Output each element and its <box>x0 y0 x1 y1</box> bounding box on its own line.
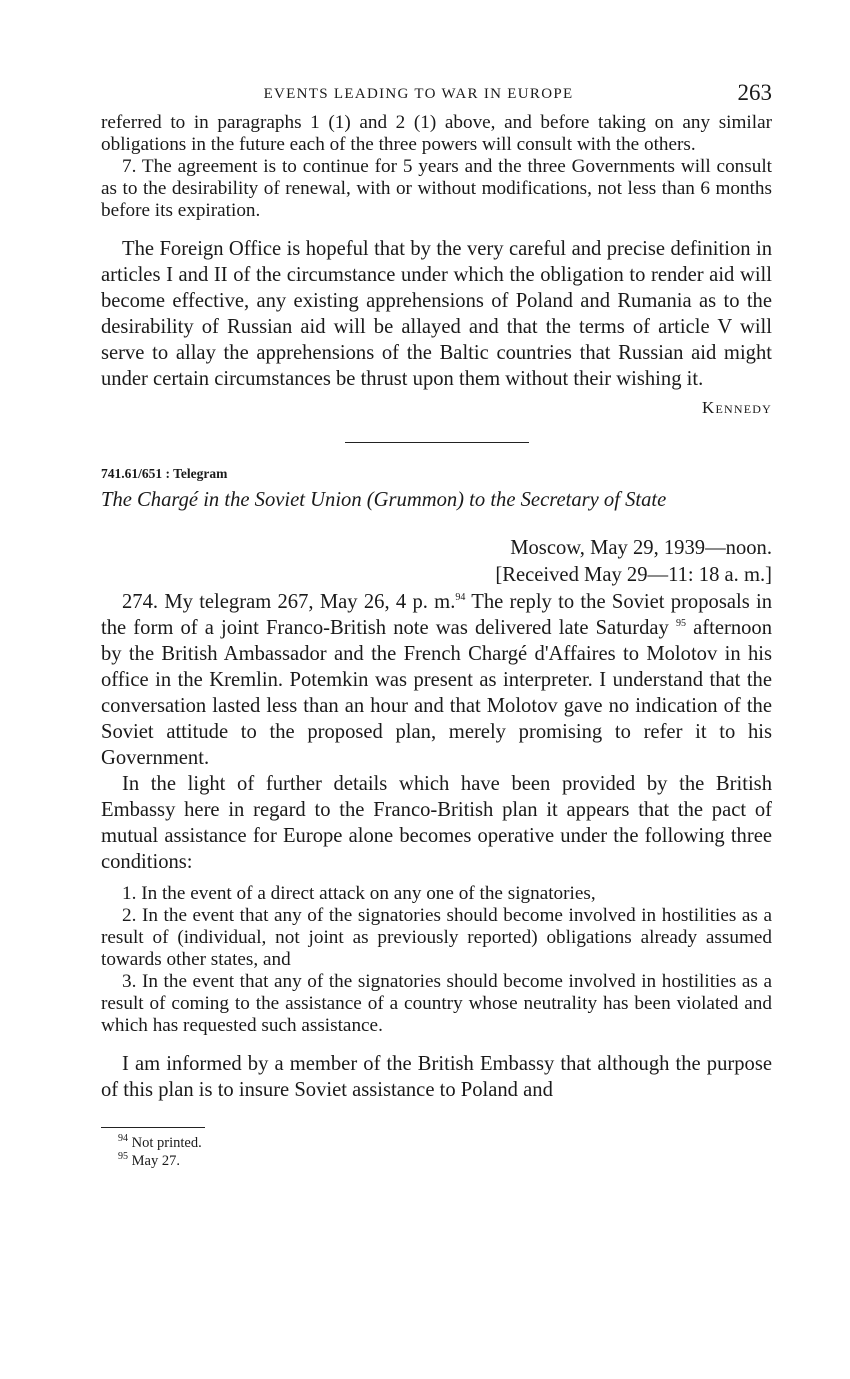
para1-part-b: The reply to the Soviet proposals in the form of a joint Franco-British note was delivered late Saturday <box>101 591 773 639</box>
received-line: [Received May 29—11: 18 a. m.] <box>495 564 772 586</box>
footnote-text: Not printed. <box>131 1135 202 1151</box>
para1-part-c: afternoon by the British Ambassador and the French Chargé d'Affaires to Molotov in his office in the Kremlin. Potemkin was present as interpreter. I understand that the conversation lasted less than an hour and that Molotov gave no indication of the Soviet attitude to the proposed plan, merely promising to refer it to his Government. <box>101 617 773 769</box>
para1-part-a: 274. My telegram 267, May 26, 4 p. m. <box>122 591 456 613</box>
footnote-ref-94: 94 <box>455 592 466 604</box>
signature-kennedy: Kennedy <box>701 398 772 417</box>
footnote-95 <box>118 1152 772 1170</box>
page-number: 263 <box>737 80 772 105</box>
foreign-office-paragraph: The Foreign Office is hopeful that by the very careful and precise definition in articles I and II of the circumstance under which the obligation to render aid will become effective, any existing apprehensions of Poland and Rumania as to the desirability of Russian aid will be allayed and that the terms of article V will serve to allay the apprehensions of the Baltic countries that Russian aid might under certain circumstances be thrust upon them without their wishing it. <box>101 238 772 390</box>
telegram-paragraph-3: I am informed by a member of the British Embassy that although the purpose of this plan is to insure Soviet assistance to Poland and <box>101 1053 772 1101</box>
running-head <box>101 78 772 112</box>
footnote-divider <box>101 1127 205 1128</box>
date-line: Moscow, May 29, 1939—noon. <box>510 537 772 559</box>
section-divider <box>345 442 529 443</box>
footnote-94 <box>118 1134 772 1152</box>
conditions-list <box>101 883 772 1037</box>
document-page <box>101 78 772 1170</box>
running-title: EVENTS LEADING TO WAR IN EUROPE <box>263 86 574 102</box>
telegram-paragraph-1 <box>101 589 772 771</box>
file-reference: 741.61/651 : Telegram <box>101 466 228 481</box>
date-block <box>101 535 772 589</box>
telegram-paragraph-2: In the light of further details which have been provided by the British Embassy here in regard to the Franco-British plan it appears that the pact of mutual assistance for Europe alone becomes operative under the following three conditions: <box>101 773 772 873</box>
footnote-ref-95: 95 <box>675 618 686 630</box>
continuation-text: referred to in paragraphs 1 (1) and 2 (1) above, and before taking on any similar obligations in the future each of the three powers will consult with the others. <box>101 112 772 155</box>
footnote-text: May 27. <box>131 1153 180 1169</box>
footnotes <box>101 1134 772 1170</box>
footnote-mark: 94 <box>118 1133 128 1145</box>
condition-item: 1. In the event of a direct attack on any one of the signatories, <box>122 883 596 904</box>
condition-item: 2. In the event that any of the signatories should become involved in hostilities as a result of (individual, not joint as previously reported) obligations already assumed towards other states, and <box>101 905 772 970</box>
footnote-mark: 95 <box>118 1151 128 1163</box>
condition-item: 3. In the event that any of the signatories should become involved in hostilities as a result of coming to the assistance of a country whose neutrality has been violated and which has requested such assistance. <box>101 971 772 1036</box>
agreement-point-7: 7. The agreement is to continue for 5 years and the three Governments will consult as to the desirability of renewal, with or without modifications, not less than 6 months before its expiration. <box>101 156 772 221</box>
document-title: The Chargé in the Soviet Union (Grummon) to the Secretary of State <box>101 489 667 511</box>
